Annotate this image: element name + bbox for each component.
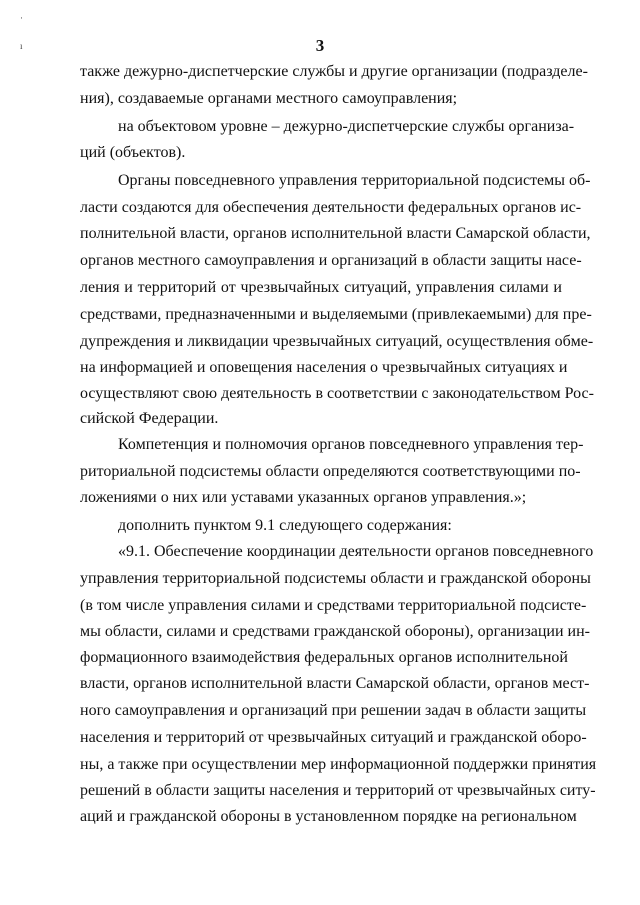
text-line: решений в области защиты населения и территорий от чрезвычайных ситу- (80, 782, 596, 799)
text-line: риториальной подсистемы области определяются соответствующими по- (80, 463, 581, 480)
text-line: дополнить пунктом 9.1 следующего содержания: (118, 517, 452, 534)
text-line: Органы повседневного управления территориальной подсистемы об- (118, 172, 591, 189)
text-line: также дежурно-диспетчерские службы и другие организации (подразделе- (80, 63, 588, 80)
text-line: дупреждения и ликвидации чрезвычайных ситуаций, осуществления обме- (80, 333, 594, 350)
text-line: «9.1. Обеспечение координации деятельности органов повседневного (118, 543, 594, 560)
text-line: (в том числе управления силами и средствами территориальной подсисте- (80, 597, 587, 614)
text-line: полнительной власти, органов исполнительной власти Самарской области, (80, 225, 591, 242)
text-line: ного самоуправления и организаций при решении задач в области защиты (80, 702, 587, 719)
text-line: власти, органов исполнительной власти Самарской области, органов мест- (80, 675, 590, 692)
text-line: аций и гражданской обороны в установленном порядке на региональном (80, 808, 577, 825)
text-line: Компетенция и полномочия органов повседневного управления тер- (118, 436, 584, 453)
text-line: на информацией и оповещения населения о чрезвычайных ситуациях и (80, 359, 568, 376)
text-line: на объектовом уровне – дежурно-диспетчерские службы организа- (118, 118, 575, 135)
page-number: 3 (315, 36, 325, 55)
text-line: ния), создаваемые органами местного самоуправления; (80, 90, 458, 107)
text-line: населения и территорий от чрезвычайных ситуаций и гражданской оборо- (80, 729, 587, 746)
text-line: ны, а также при осуществлении мер информационной поддержки принятия (80, 756, 597, 773)
text-line: ласти создаются для обеспечения деятельности федеральных органов ис- (80, 199, 582, 216)
text-line: ления и территорий от чрезвычайных ситуаций, управления силами и (80, 279, 562, 296)
text-line: ций (объектов). (80, 144, 186, 161)
text-line: формационного взаимодействия федеральных органов исполнительной (80, 649, 568, 666)
text-line: осуществляют свою деятельность в соответствии с законодательством Рос- (80, 385, 594, 402)
scan-mark: ı (20, 41, 23, 51)
text-line: мы области, силами и средствами гражданской обороны), организации ин- (80, 623, 590, 640)
text-line: органов местного самоуправления и организаций в области защиты насе- (80, 252, 582, 269)
text-line: управления территориальной подсистемы области и гражданской обороны (80, 570, 591, 587)
text-line: сийской Федерации. (80, 410, 219, 427)
text-line: ложениями о них или уставами указанных органов управления.»; (80, 489, 527, 506)
scan-mark: · (20, 13, 23, 23)
text-line: средствами, предназначенными и выделяемыми (привлекаемыми) для пре- (80, 306, 592, 323)
